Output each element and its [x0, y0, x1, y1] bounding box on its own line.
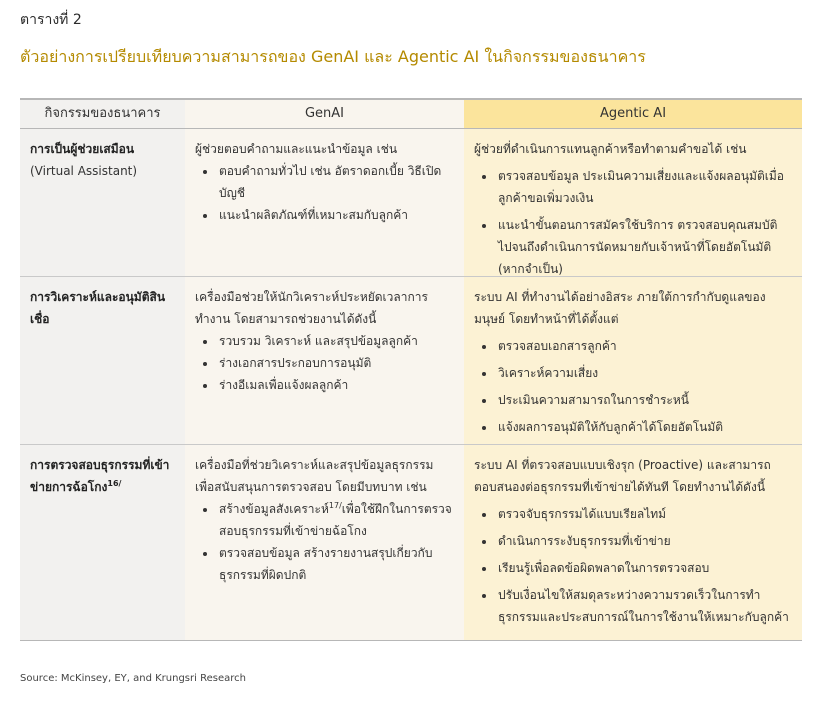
row3-agentic-list — [474, 503, 792, 628]
row2-agentic — [464, 277, 802, 445]
table-label: ตารางที่ 2 — [20, 12, 82, 28]
row2-genai-intro: เครื่องมือช่วยให้นักวิเคราะห์ประหยัดเวลาการทำงาน โดยสามารถช่วยงานได้ดังนี้ — [195, 290, 428, 326]
list-item: • ตรวจสอบข้อมูล สร้างรายงานสรุปเกี่ยวกับธุรกรรมที่ผิดปกติ — [217, 542, 454, 586]
list-item: • ร่างอีเมลเพื่อแจ้งผลลูกค้า — [217, 374, 454, 396]
row3-activity-title: การตรวจสอบธุรกรรมที่เข้าข่ายการฉ้อโกง$^{16/}$ — [30, 458, 170, 494]
row1-agentic-intro: ผู้ช่วยที่ดำเนินการแทนลูกค้าหรือทำตามคำขอได้ เช่น — [474, 142, 747, 156]
row1-agentic-list — [474, 165, 792, 280]
list-item: • ปรับเงื่อนไขให้สมดุลระหว่างความรวดเร็วในการทำธุรกรรมและประสบการณ์ในการใช้งานให้เหมาะกับลูกค้า — [496, 584, 792, 628]
row2-activity-title: การวิเคราะห์และอนุมัติสินเชื่อ — [30, 290, 166, 326]
header-activity: กิจกรรมของธนาคาร — [20, 98, 185, 129]
row3-agentic-intro: ระบบ AI ที่ตรวจสอบแบบเชิงรุก (Proactive) และสามารถตอบสนองต่อธุรกรรมที่เข้าข่ายได้ทันที โดยทำงานได้ดังนี้ — [474, 458, 771, 494]
row1-activity-subtitle: (Virtual Assistant) — [30, 164, 138, 178]
row2-agentic-intro: ระบบ AI ที่ทำงานได้อย่างอิสระ ภายใต้การกำกับดูแลของมนุษย์ โดยทำหน้าที่ได้ตั้งแต่ — [474, 290, 766, 326]
comparison-table — [20, 98, 802, 641]
header-genai: GenAI — [185, 98, 464, 129]
row1-activity-title: การเป็นผู้ช่วยเสมือน — [30, 142, 135, 156]
row1-genai-list — [195, 160, 454, 226]
table-title: ตัวอย่างการเปรียบเทียบความสามารถของ GenAI และ Agentic AI ในกิจกรรมของธนาคาร — [20, 47, 646, 66]
row3-genai-intro: เครื่องมือที่ช่วยวิเคราะห์และสรุปข้อมูลธุรกรรม เพื่อสนับสนุนการตรวจสอบ โดยมีบทบาท เช่น — [195, 458, 434, 494]
row3-agentic — [464, 445, 802, 641]
list-item: • ประเมินความสามารถในการชำระหนี้ — [496, 389, 792, 411]
row3-genai — [185, 445, 464, 641]
row2-agentic-list — [474, 335, 792, 438]
list-item: • ดำเนินการระงับธุรกรรมที่เข้าข่าย — [496, 530, 792, 552]
list-item: • รวบรวม วิเคราะห์ และสรุปข้อมูลลูกค้า — [217, 330, 454, 352]
list-item: • สร้างข้อมูลสังเคราะห์$^{17/}$เพื่อใช้ฝึกในการตรวจสอบธุรกรรมที่เข้าข่ายฉ้อโกง — [217, 498, 454, 542]
list-item: • วิเคราะห์ความเสี่ยง — [496, 362, 792, 384]
header-agentic: Agentic AI — [464, 98, 802, 129]
row2-activity — [20, 277, 185, 445]
row1-activity — [20, 129, 185, 277]
list-item: • ตรวจสอบข้อมูล ประเมินความเสี่ยงและแจ้งผลอนุมัติเมื่อลูกค้าขอเพิ่มวงเงิน — [496, 165, 792, 209]
row2-genai — [185, 277, 464, 445]
row3-genai-list — [195, 498, 454, 586]
footnote-ref: 17/ — [328, 501, 342, 510]
source-note: Source: McKinsey, EY, and Krungsri Research — [20, 673, 246, 684]
list-item: • ร่างเอกสารประกอบการอนุมัติ — [217, 352, 454, 374]
list-item: • ตรวจสอบเอกสารลูกค้า — [496, 335, 792, 357]
list-item: • เรียนรู้เพื่อลดข้อผิดพลาดในการตรวจสอบ — [496, 557, 792, 579]
list-item: • ตอบคำถามทั่วไป เช่น อัตราดอกเบี้ย วิธีเปิดบัญชี — [217, 160, 454, 204]
footnote-ref: 16/ — [107, 479, 122, 488]
list-item: • แนะนำขั้นตอนการสมัครใช้บริการ ตรวจสอบคุณสมบัติ ไปจนถึงดำเนินการนัดหมายกับเจ้าหน้าที่โดยอัตโนมัติ (หากจำเป็น) — [496, 214, 792, 280]
row2-genai-list — [195, 330, 454, 396]
list-item: • ตรวจจับธุรกรรมได้แบบเรียลไทม์ — [496, 503, 792, 525]
row3-activity — [20, 445, 185, 641]
list-item: • แนะนำผลิตภัณฑ์ที่เหมาะสมกับลูกค้า — [217, 204, 454, 226]
list-item: • แจ้งผลการอนุมัติให้กับลูกค้าได้โดยอัตโนมัติ — [496, 416, 792, 438]
row1-agentic — [464, 129, 802, 277]
row1-genai-intro: ผู้ช่วยตอบคำถามและแนะนำข้อมูล เช่น — [195, 142, 398, 156]
row1-genai — [185, 129, 464, 277]
